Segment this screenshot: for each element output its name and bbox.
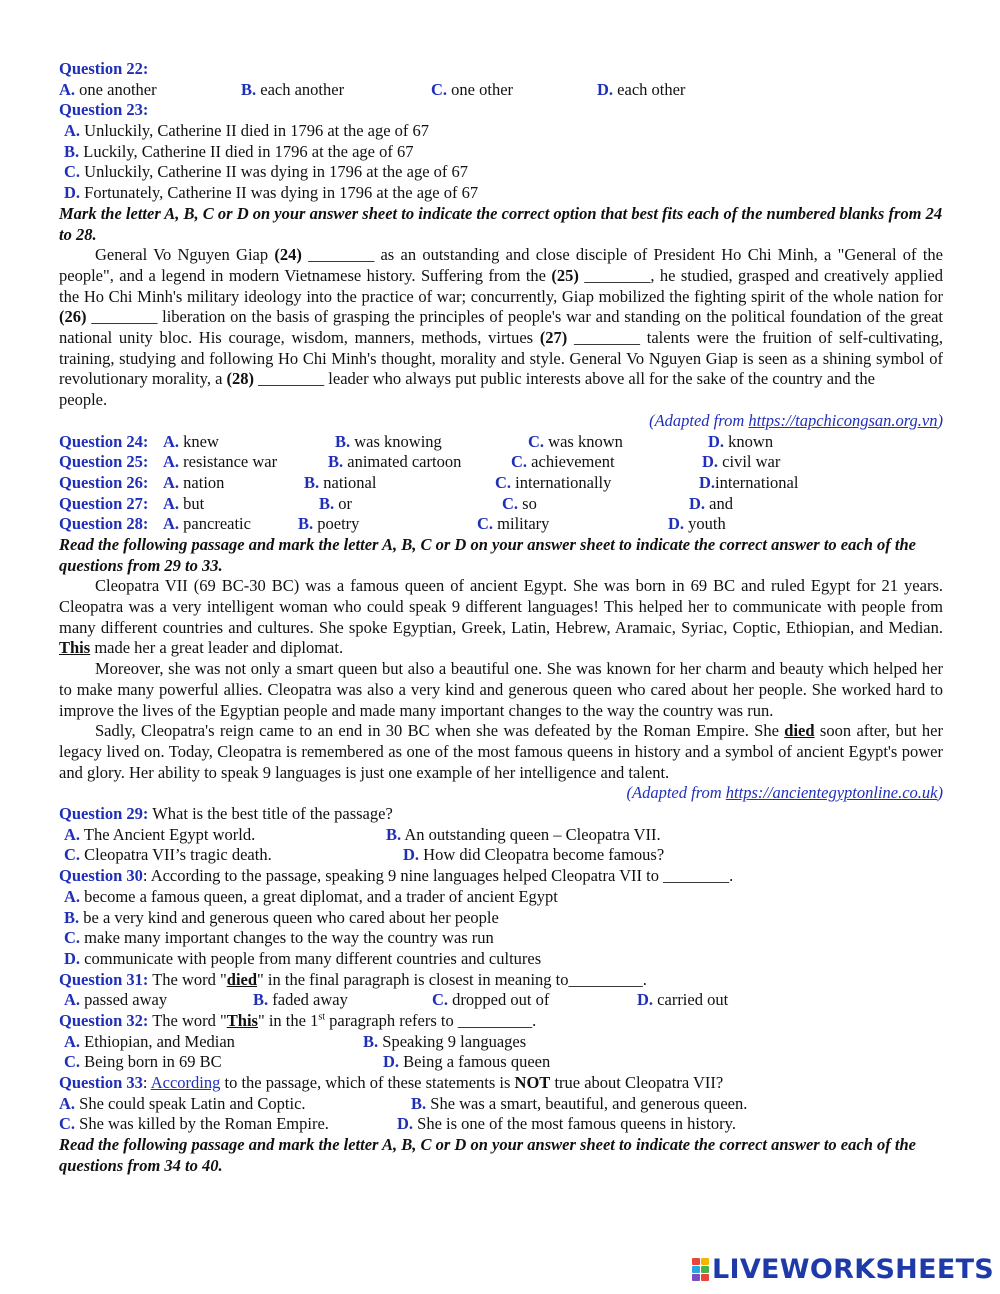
option-b[interactable]: B. An outstanding queen – Cleopatra VII. [386,824,661,844]
option-c[interactable]: C. Being born in 69 BC [64,1052,222,1072]
question-32: Question 32: The word "This" in the 1st paragraph refers to _________. [59,1010,537,1030]
option-b[interactable]: B. poetry [298,514,360,534]
question-32-options-cd [59,1052,943,1073]
highlight-died: died [784,721,815,741]
question-29: Question 29: What is the best title of the passage? [59,804,393,824]
option-c[interactable]: C. dropped out of [432,990,550,1010]
option-b[interactable]: B. Speaking 9 languages [363,1031,527,1051]
option-a[interactable]: A. knew [163,431,219,451]
option-c[interactable]: C. was known [528,431,623,451]
liveworksheets-icon [692,1257,710,1281]
option-a[interactable]: A. nation [163,472,225,492]
option-c[interactable]: C. Cleopatra VII’s tragic death. [64,845,272,865]
option-c[interactable]: C. one other [431,79,514,99]
passage-giap: General Vo Nguyen Giap (24) ________ as an outstanding and close disciple of President Ho Chi Minh, a "General of the people", and a legend in modern Vietnamese history. Suffering from the (25) ________, he studied, grasped and creatively applied the Ho Chi Minh's military ideology into the practice of war; concurrently, Giap mobilized the fighting spirit of the whole nation for (26) ________ liberation on the basis of grasping the principles of people's war and standing on the political foundation of the great national unity bloc. His courage, wisdom, manners, methods, virtues (27) ________ talents were the fruition of self-cultivating, training, studying and following Ho Chi Minh's thought, morality and style. General Vo Nguyen Giap is seen as a shining symbol of revolutionary morality, a (28) ________ leader who always put public interests above all for the sake of the country and the [59,245,943,389]
passage-cleopatra-p2: Moreover, she was not only a smart queen but also a beautiful one. She was known for her charm and beauty which helped her to make many powerful allies. Cleopatra was also a very kind and generous queen who cared about her people. She worked hard to improve the lives of the Egyptian people and made many important changes to the way the country was run. [59,659,943,720]
option-d[interactable]: D. She is one of the most famous queens in history. [397,1114,736,1134]
option-a[interactable]: A. Unluckily, Catherine II died in 1796 at the age of 67 [64,121,430,141]
option-d[interactable]: D. communicate with people from many different countries and cultures [64,948,542,968]
option-d[interactable]: D. carried out [637,990,729,1010]
instruction-29-33: Read the following passage and mark the letter A, B, C or D on your answer sheet to indicate the correct answer to each of the questions from 29 to 33. [59,534,916,575]
question-31-options [59,990,943,1011]
question-22-options [59,80,943,101]
option-a[interactable]: A. She could speak Latin and Coptic. [59,1093,306,1113]
option-c[interactable]: C. so [502,493,537,513]
question-28: Question 28: A. pancreatic B. poetry C. military D. youth [59,514,726,534]
option-a[interactable]: A. but [163,493,205,513]
option-b[interactable]: B. animated cartoon [328,452,462,472]
option-a[interactable]: A. one another [59,79,157,99]
question-24: Question 24: A. knew B. was knowing C. was known D. known [59,431,774,451]
option-d[interactable]: D. Being a famous queen [383,1052,551,1072]
instruction-24-28: Mark the letter A, B, C or D on your answer sheet to indicate the correct option that best fits each of the numbered blanks from 24 to 28. [59,203,943,244]
according-link[interactable]: According [150,1073,221,1093]
question-22-title: Question 22: [59,59,149,78]
option-d[interactable]: D. each other [597,79,686,99]
option-a[interactable]: A. Ethiopian, and Median [64,1031,235,1051]
question-29-options-ab [59,825,943,846]
question-30: Question 30: According to the passage, speaking 9 nine languages helped Cleopatra VII to ________. [59,866,734,886]
option-a[interactable]: A. passed away [64,990,168,1010]
option-b[interactable]: B. was knowing [335,431,442,451]
question-32-options-ab [59,1032,943,1053]
option-c[interactable]: C. internationally [495,472,612,492]
question-23-title: Question 23: [59,100,149,120]
brand-name: LIVEWORKSHEETS [712,1253,995,1285]
option-d[interactable]: D. How did Cleopatra become famous? [403,845,665,865]
option-c[interactable]: C. achievement [511,452,615,472]
source-citation-2: (Adapted from https://ancientegyptonline.co.uk) [626,783,943,803]
passage-cleopatra-p1: Cleopatra VII (69 BC-30 BC) was a famous queen of ancient Egypt. She was born in 69 BC and ruled Egypt for 21 years. Cleopatra was a very intelligent woman who could speak 9 different languages! This helped her to communicate with people from many different countries and cultures. She spoke Egyptian, Greek, Latin, Hebrew, Aramaic, Syriac, Coptic, Ethiopian, and Median. This made her a great leader and diplomat. [59,576,943,658]
passage-giap-end: people. [59,390,108,410]
option-b[interactable]: B. Luckily, Catherine II died in 1796 at the age of 67 [64,141,414,161]
question-33-options-ab [59,1094,943,1115]
option-c[interactable]: C. make many important changes to the way the country was run [64,928,494,948]
source-link[interactable]: https://ancientegyptonline.co.uk [725,783,938,803]
question-33: Question 33: According to the passage, which of these statements is NOT true about Cleopatra VII? [59,1073,724,1093]
option-b[interactable]: B. She was a smart, beautiful, and generous queen. [411,1093,748,1113]
option-b[interactable]: B. national [304,472,377,492]
liveworksheets-logo[interactable] [692,1255,994,1283]
question-33-options-cd [59,1114,943,1135]
question-29-options-cd [59,845,943,866]
option-c[interactable]: C. She was killed by the Roman Empire. [59,1114,329,1134]
option-a[interactable]: A. The Ancient Egypt world. [64,824,256,844]
option-a[interactable]: A. become a famous queen, a great diplomat, and a trader of ancient Egypt [64,886,558,906]
option-c[interactable]: C. Unluckily, Catherine II was dying in 1796 at the age of 67 [64,162,469,182]
source-citation-1: (Adapted from https://tapchicongsan.org.vn) [649,410,943,430]
option-b[interactable]: B. be a very kind and generous queen who cared about her people [64,907,499,927]
option-c[interactable]: C. military [477,514,550,534]
option-d[interactable]: D. Fortunately, Catherine II was dying in 1796 at the age of 67 [64,183,479,203]
question-26: Question 26: A. nation B. national C. internationally D.international [59,472,799,492]
instruction-34-40: Read the following passage and mark the letter A, B, C or D on your answer sheet to indicate the correct answer to each of the questions from 34 to 40. [59,1135,916,1175]
option-d[interactable]: D. known [708,431,774,451]
option-d[interactable]: D. civil war [702,452,781,472]
option-b[interactable]: B. faded away [253,990,348,1010]
option-b[interactable]: B. each another [241,79,345,99]
highlight-this: This [59,638,91,658]
option-a[interactable]: A. pancreatic [163,514,251,534]
question-31: Question 31: The word "died" in the final paragraph is closest in meaning to_________. [59,969,647,989]
question-27: Question 27: A. but B. or C. so D. and [59,493,733,513]
source-link[interactable]: https://tapchicongsan.org.vn [748,410,938,430]
passage-cleopatra-p3: Sadly, Cleopatra's reign came to an end in 30 BC when she was defeated by the Roman Empire. She died soon after, but her legacy lived on. Today, Cleopatra is remembered as one of the most famous queens in history and a symbol of ancient Egypt's power and glory. Her ability to speak 9 languages is just one example of her intelligence and talent. [59,721,944,782]
option-b[interactable]: B. or [319,493,353,513]
option-d[interactable]: D. and [689,493,733,513]
question-25: Question 25: A. resistance war B. animated cartoon C. achievement D. civil war [59,452,781,472]
option-a[interactable]: A. resistance war [163,452,278,472]
option-d[interactable]: D. youth [668,514,726,534]
option-d[interactable]: D.international [699,472,799,492]
worksheet-page [59,59,943,1176]
